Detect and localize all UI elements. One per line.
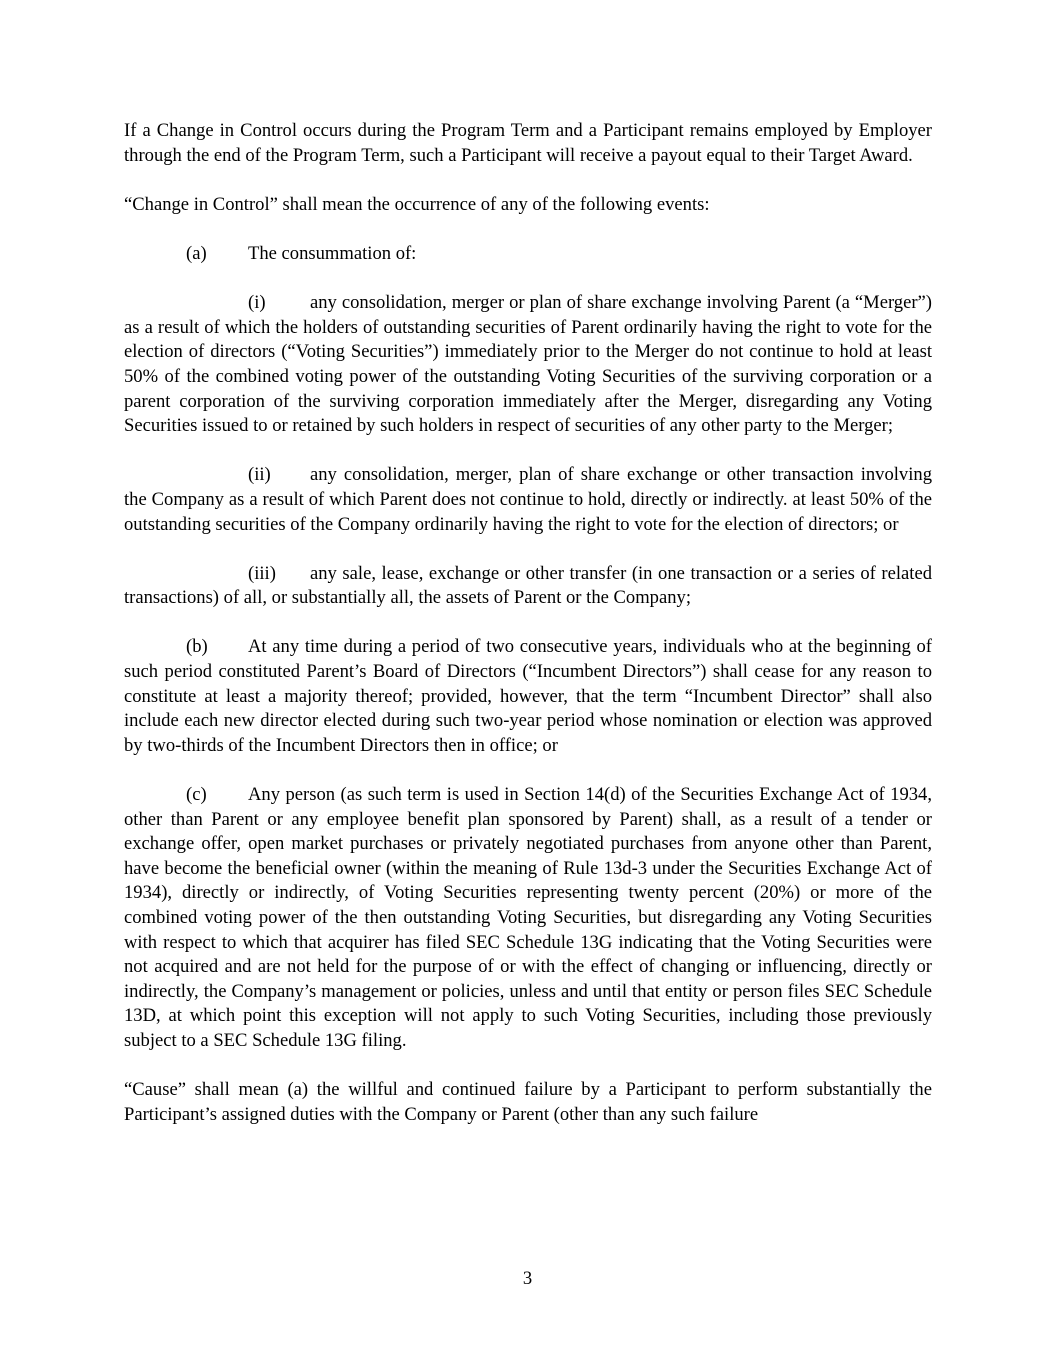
- clause-a-iii-text: any sale, lease, exchange or other transfer (in one transaction or a series of related transactions) of all, or substantially all, the assets of Parent or the Company;: [124, 562, 932, 609]
- clause-a: [124, 242, 932, 267]
- clause-a-text: The consummation of:: [248, 242, 417, 264]
- clause-a-i-label: (i): [248, 292, 266, 314]
- clause-a-iii-label: (iii): [248, 562, 276, 584]
- paragraph-change-in-control-payout: If a Change in Control occurs during the Program Term and a Participant remains employed by Employer through the end of the Program Term, such a Participant will receive a payout equal to their Target Award.: [124, 120, 932, 166]
- clause-a-ii-label: (ii): [248, 464, 271, 486]
- paragraph-cause-definition: “Cause” shall mean (a) the willful and continued failure by a Participant to perform substantially the Participant’s assigned duties with the Company or Parent (other than any such failure: [124, 1079, 932, 1125]
- clause-a-i: [124, 291, 932, 439]
- clause-a-iii: [124, 562, 932, 611]
- clause-b-label: (b): [186, 636, 208, 658]
- clause-c-label: (c): [186, 784, 207, 806]
- document-body: [124, 119, 932, 1127]
- clause-a-i-text: any consolidation, merger or plan of share exchange involving Parent (a “Merger”) as a result of which the holders of outstanding securities of Parent ordinarily having the right to vote for the election of directors (“Voting Securities”) immediately prior to the Merger do not continue to hold at least 50% of the combined voting power of the outstanding Voting Securities of the surviving corporation or a parent corporation of the surviving corporation immediately after the Merger, disregarding any Voting Securities issued to or retained by such holders in respect of securities of any other party to the Merger;: [124, 292, 932, 437]
- paragraph-change-in-control-definition: “Change in Control” shall mean the occurrence of any of the following events:: [124, 193, 710, 215]
- clause-c-text: Any person (as such term is used in Section 14(d) of the Securities Exchange Act of 1934, other than Parent or any employee benefit plan sponsored by Parent) shall, as a result of a tender or exchange offer, open market purchases or privately negotiated purchases from anyone other than Parent, have become the beneficial owner (within the meaning of Rule 13d-3 under the Securities Exchange Act of 1934), directly or indirectly, of Voting Securities representing twenty percent (20%) or more of the combined voting power of the then outstanding Voting Securities, but disregarding any Voting Securities with respect to which that acquirer has filed SEC Schedule 13G indicating that the Voting Securities were not acquired and are not held for the purpose of or with the effect of changing or influencing, directly or indirectly, the Company’s management or policies, unless and until that entity or person files SEC Schedule 13D, at which point this exception will not apply to such Voting Securities, including those previously subject to a SEC Schedule 13G filing.: [124, 784, 932, 1051]
- clause-c: [124, 783, 932, 1054]
- page-number: 3: [522, 1268, 533, 1289]
- clause-a-ii: [124, 463, 932, 537]
- clause-b-text: At any time during a period of two consecutive years, individuals who at the beginning of such period constituted Parent’s Board of Directors (“Incumbent Directors”) shall cease for any reason to constitute at least a majority thereof; provided, however, that the term “Incumbent Director” shall also include each new director elected during such two-year period whose nomination or election was approved by two-thirds of the Incumbent Directors then in office; or: [124, 636, 932, 756]
- clause-a-label: (a): [186, 242, 207, 264]
- clause-b: [124, 635, 932, 758]
- clause-a-ii-text: any consolidation, merger, plan of share exchange or other transaction involving the Company as a result of which Parent does not continue to hold, directly or indirectly. at least 50% of the outstanding securities of the Company ordinarily having the right to vote for the election of directors; or: [124, 464, 932, 535]
